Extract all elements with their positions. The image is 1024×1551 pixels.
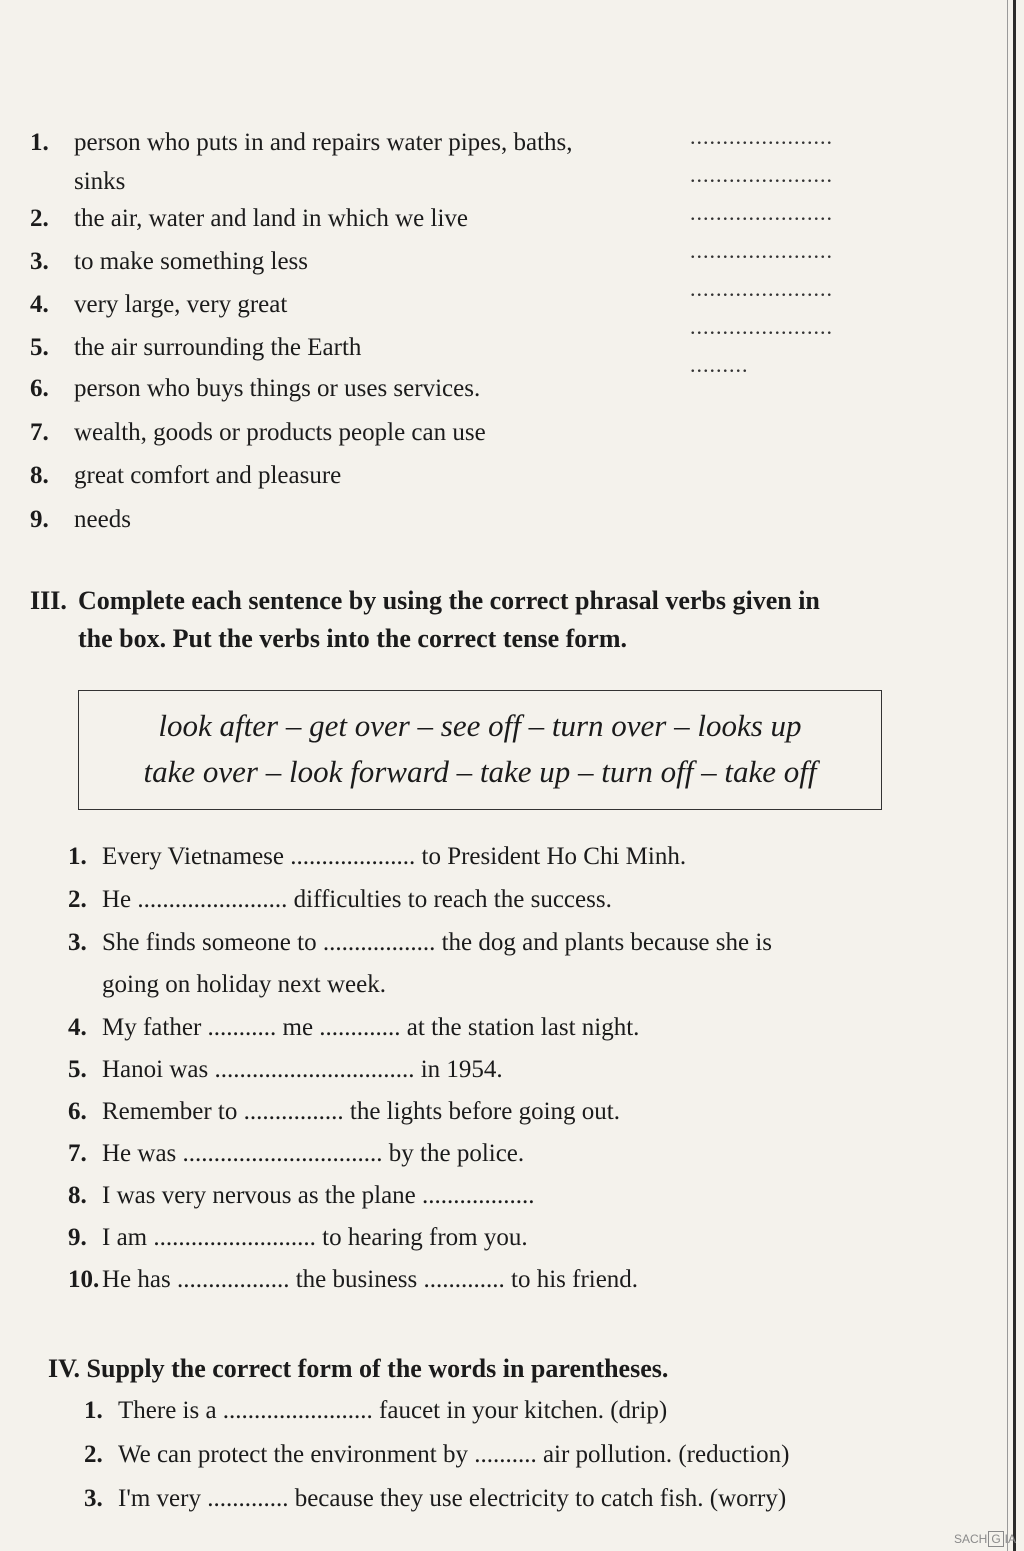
sentence-item: 4. My father ........... me ............. at the station last night.	[68, 1014, 640, 1041]
sentence-item: 5. Hanoi was ................................ in 1954.	[68, 1056, 503, 1083]
sentence-item: 10. He has .................. the business ............. to his friend.	[68, 1266, 639, 1293]
definition-item: 8. great comfort and pleasure	[30, 462, 342, 489]
word-form-item: 2. We can protect the environment by .......... air pollution. (reduction)	[84, 1441, 790, 1468]
sentence-item: 3. She finds someone to .................. the dog and plants because she is	[68, 929, 773, 956]
answer-line[interactable]: .........	[690, 352, 749, 377]
word-form-item: 1. There is a ........................ faucet in your kitchen. (drip)	[84, 1397, 668, 1424]
sentence-item: going on holiday next week.	[102, 971, 386, 998]
answer-line[interactable]: ......................	[690, 314, 833, 339]
sentence-item: 9. I am .......................... to hearing from you.	[68, 1224, 528, 1251]
definition-item: 7. wealth, goods or products people can use	[30, 419, 486, 446]
sentence-item: 6. Remember to ................ the lights before going out.	[68, 1098, 620, 1125]
page-edge-shadow	[1007, 0, 1008, 1551]
definition-item: sinks	[74, 168, 126, 195]
phrasal-verb-box	[78, 690, 882, 810]
answer-column	[690, 118, 900, 384]
word-form-item: 3. I'm very ............. because they use electricity to catch fish. (worry)	[84, 1485, 787, 1512]
definition-item: 1. person who puts in and repairs water pipes, baths,	[30, 129, 573, 156]
definition-item: 9. needs	[30, 506, 131, 533]
section-heading-iv: IV. Supply the correct form of the words in parentheses.	[48, 1354, 669, 1383]
sentence-item: 1. Every Vietnamese .................... to President Ho Chi Minh.	[68, 843, 687, 870]
answer-line[interactable]: ......................	[690, 238, 833, 263]
sentence-item: 8. I was very nervous as the plane ..................	[68, 1182, 535, 1209]
definition-item: 5. the air surrounding the Earth	[30, 334, 362, 361]
answer-line[interactable]: ......................	[690, 200, 833, 225]
definition-item: 4. very large, very great	[30, 291, 288, 318]
definition-item: 2. the air, water and land in which we live	[30, 205, 468, 232]
sentence-item: 2. He ........................ difficulties to reach the success.	[68, 886, 612, 913]
box-line: take over – look forward – take up – turn off – take off	[143, 754, 817, 789]
answer-line[interactable]: ......................	[690, 162, 833, 187]
section-heading-iii: III. Complete each sentence by using the correct phrasal verbs given in the box. Put the verbs into the correct tense form.	[30, 586, 820, 653]
definition-item: 3. to make something less	[30, 248, 308, 275]
page-edge	[1013, 0, 1016, 1551]
definition-item: 6. person who buys things or uses services.	[30, 375, 481, 402]
answer-line[interactable]: ......................	[690, 124, 833, 149]
sentence-item: 7. He was ................................ by the police.	[68, 1140, 525, 1167]
box-line: look after – get over – see off – turn over – looks up	[158, 708, 802, 743]
watermark-logo: SACH G IA	[953, 1532, 1016, 1546]
answer-line[interactable]: ......................	[690, 276, 833, 301]
